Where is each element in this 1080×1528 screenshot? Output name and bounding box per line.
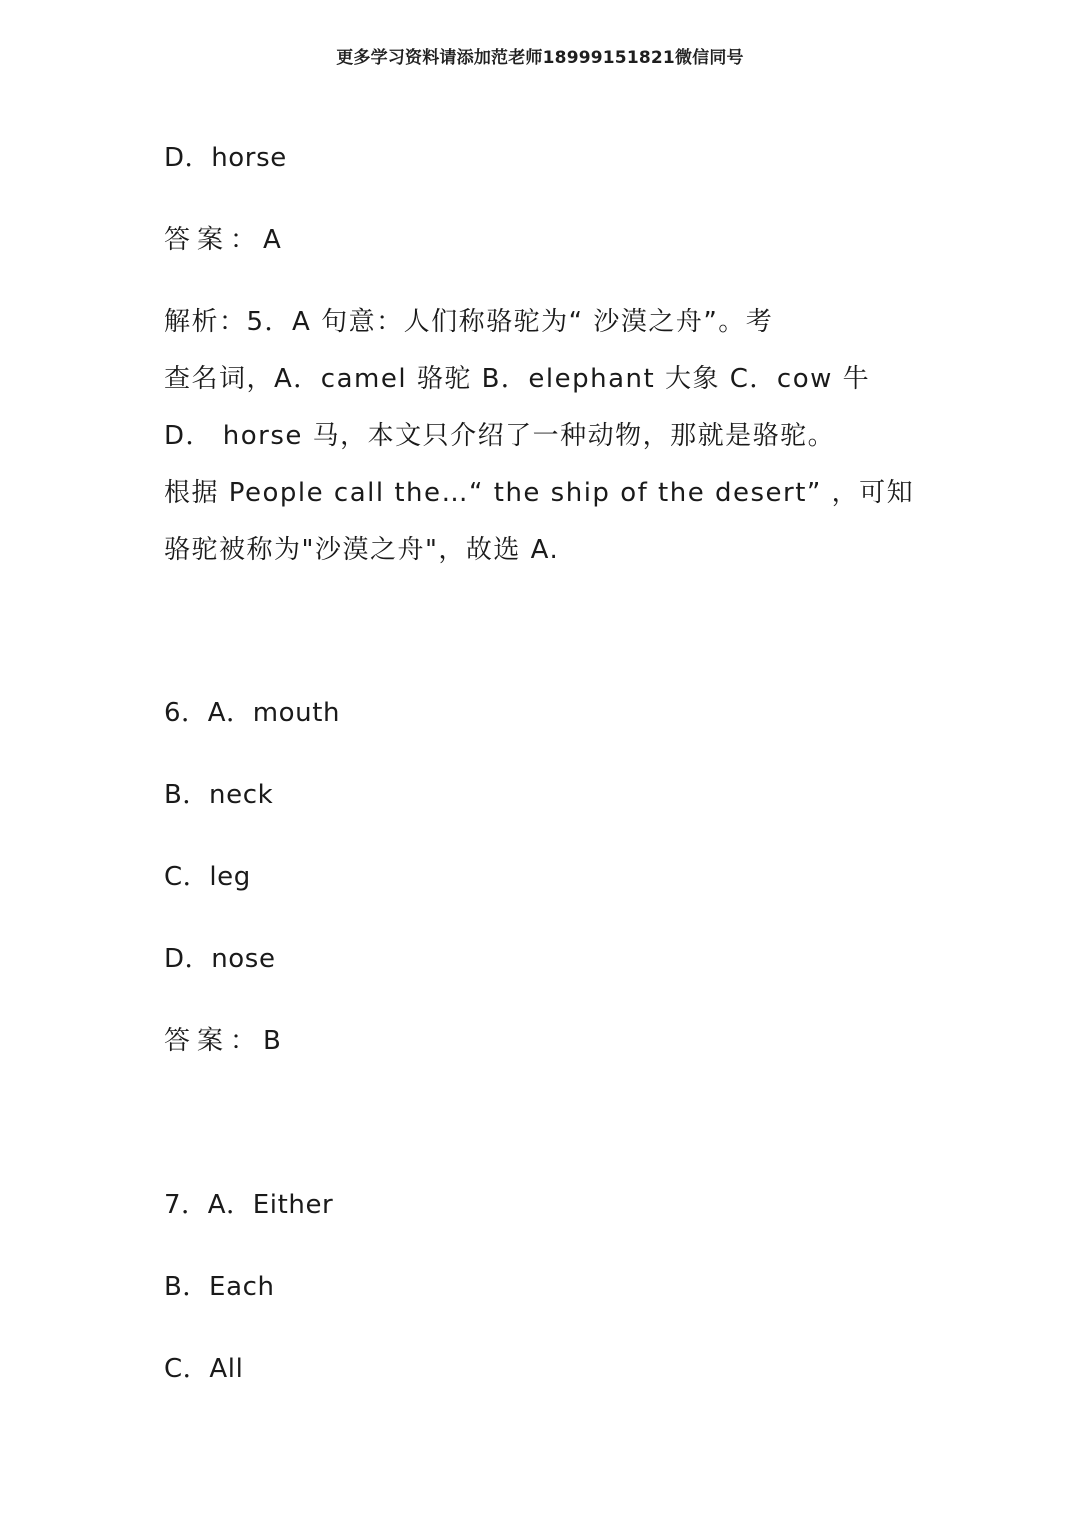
- q5-explanation-line-4: 根据 People call the…“ the ship of the desert” ，可知: [164, 478, 915, 508]
- q5-explanation: [164, 294, 924, 579]
- q6-option-b: B．neck: [164, 780, 274, 810]
- q7-option-a: 7．A．Either: [164, 1190, 334, 1220]
- q6-answer: 答案：B: [164, 1026, 288, 1056]
- q5-explanation-line-3: D． horse 马，本文只介绍了一种动物，那就是骆驼。: [164, 421, 836, 451]
- q5-explanation-line-5: 骆驼被称为"沙漠之舟"，故选 A.: [164, 535, 560, 565]
- q7-option-c: C．All: [164, 1354, 244, 1384]
- q5-answer: 答案：A: [164, 225, 288, 255]
- q6-option-c: C．leg: [164, 862, 251, 892]
- q6-option-d: D．nose: [164, 944, 276, 974]
- q5-option-d: D．horse: [164, 143, 287, 173]
- q7-option-b: B．Each: [164, 1272, 275, 1302]
- q5-explanation-line-2: 查名词，A．camel 骆驼 B．elephant 大象 C．cow 牛: [164, 364, 871, 394]
- page-header-notice: 更多学习资料请添加范老师18999151821微信同号: [336, 48, 744, 68]
- q6-option-a: 6．A．mouth: [164, 698, 341, 728]
- q5-explanation-line-1: 解析：5．A 句意：人们称骆驼为“ 沙漠之舟”。考: [164, 307, 774, 337]
